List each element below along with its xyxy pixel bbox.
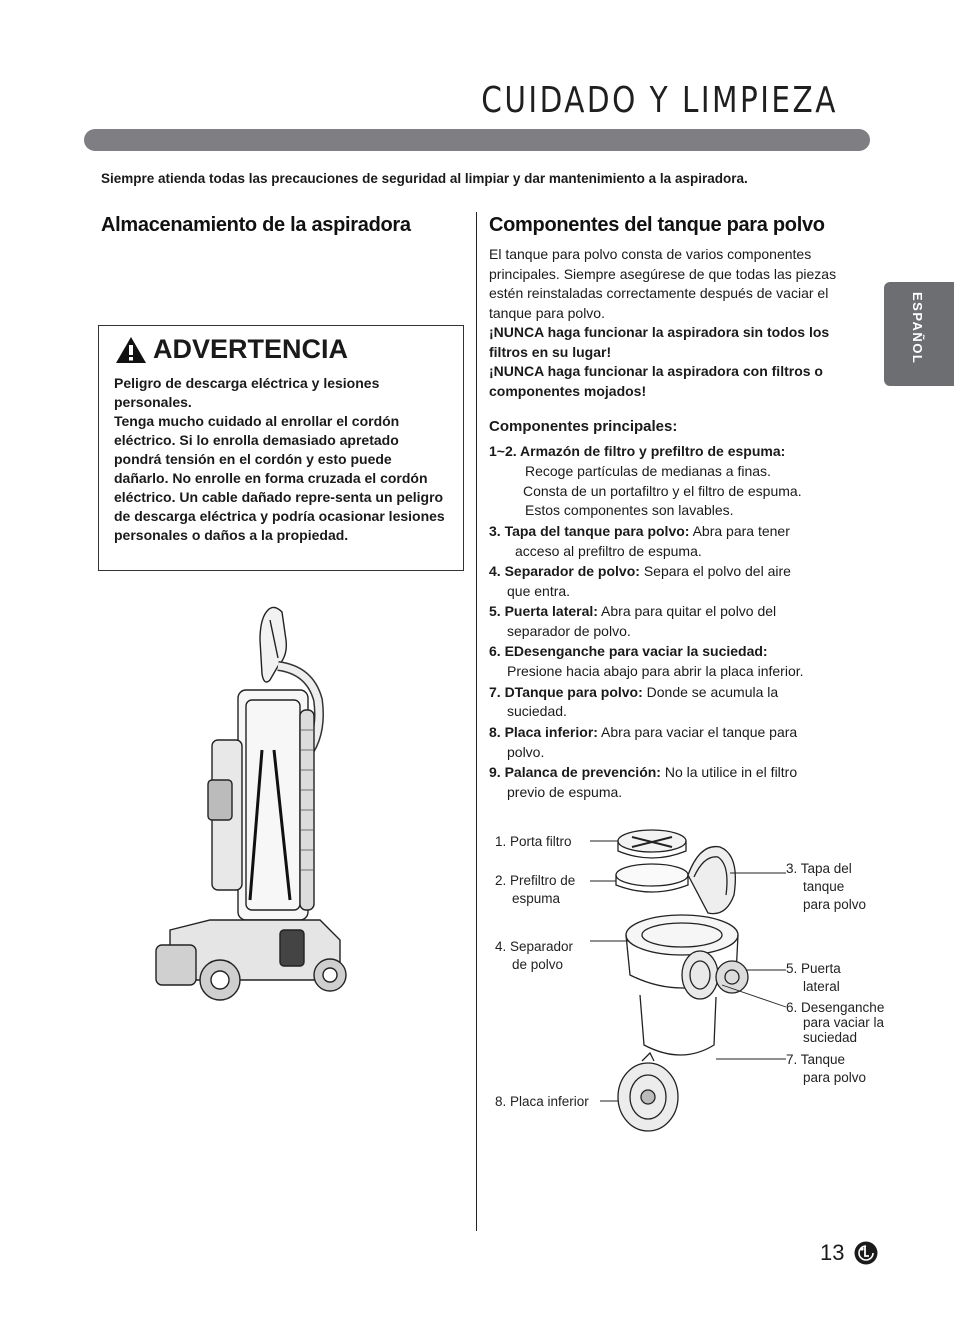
list-item: [489, 442, 869, 521]
warning-line: Peligro de descarga eléctrica y lesiones personales.: [114, 375, 380, 410]
list-item: [489, 562, 869, 602]
page-number: 13: [820, 1240, 845, 1265]
component-label: 4. Separador de polvo:: [489, 562, 640, 579]
list-item: [489, 683, 869, 723]
lg-logo-icon: [854, 1241, 878, 1265]
component-label: 9. Palanca de prevención:: [489, 763, 661, 780]
diagram-label: 7. Tanque: [786, 1052, 846, 1067]
warning-wet: ¡NUNCA haga funcionar la aspiradora con filtros o componentes mojados!: [489, 363, 823, 399]
component-text: Abra para tener: [689, 522, 790, 539]
component-cont: Estos componentes son lavables.: [525, 502, 734, 519]
component-cont: suciedad.: [507, 703, 567, 720]
component-cont: Presione hacia abajo para abrir la placa inferior.: [507, 663, 804, 680]
diagram-label: para vaciar la: [803, 1015, 885, 1030]
list-item: [489, 642, 869, 682]
warning-line: Tenga mucho cuidado al enrollar el cordón eléctrico. Si lo enrolla demasiado apretado pondrá tensión en el cordón y esto puede dañarlo. No enrolle en forma cruzada el cordón eléctrico. Un cable dañado repre-senta un peligro de descarga eléctrica y podría ocasionar lesiones personales o daños a la propiedad.: [114, 413, 445, 543]
component-cont: Consta de un portafiltro y el filtro de espuma.: [523, 482, 802, 499]
language-tab: [884, 282, 954, 386]
column-divider: [476, 212, 477, 1231]
diagram-label: 8. Placa inferior: [495, 1094, 589, 1109]
diagram-label: para polvo: [803, 897, 867, 912]
dust-tank-heading: Componentes del tanque para polvo: [489, 214, 825, 236]
language-tab-label: ESPAÑOL: [910, 292, 925, 365]
diagram-label: 2. Prefiltro de: [495, 873, 576, 888]
diagram-label: tanque: [803, 879, 845, 894]
storage-heading: Almacenamiento de la aspiradora: [101, 214, 411, 236]
vacuum-illustration: [150, 600, 350, 1010]
intro-text: Siempre atienda todas las precauciones de seguridad al limpiar y dar mantenimiento a la aspiradora.: [101, 171, 748, 186]
warning-text: [114, 374, 450, 545]
list-item: [489, 763, 869, 803]
diagram-label: lateral: [803, 979, 840, 994]
warning-box: [98, 325, 464, 571]
list-item: [489, 522, 869, 562]
diagram-label: para polvo: [803, 1070, 867, 1085]
title-bar: [84, 129, 870, 151]
component-cont: Recoge partículas de medianas a finas.: [525, 462, 771, 479]
component-label: 1~2. Armazón de filtro y prefiltro de espuma:: [489, 443, 786, 459]
diagram-label: suciedad: [803, 1030, 858, 1045]
warning-triangle-icon: [115, 336, 147, 364]
dust-tank-diagram: [590, 825, 790, 1135]
component-label: 7. DTanque para polvo:: [489, 683, 643, 700]
lg-logo-text: LG: [866, 1266, 868, 1267]
components-list: [489, 442, 869, 803]
diagram-label: 6. Desenganche: [786, 1000, 885, 1015]
component-text: Abra para vaciar el tanque para: [597, 723, 798, 740]
diagram-label: de polvo: [512, 957, 564, 972]
diagram-label: 3. Tapa del: [786, 861, 852, 876]
component-cont: separador de polvo.: [507, 622, 631, 639]
warning-title-text: ADVERTENCIA: [153, 334, 349, 364]
component-label: 5. Puerta lateral:: [489, 603, 598, 620]
component-text: No la utilice in el filtro: [660, 763, 798, 780]
diagram-label: espuma: [512, 891, 561, 906]
diagram-label: 4. Separador: [495, 939, 574, 954]
component-cont: que entra.: [507, 582, 571, 599]
component-label: 8. Placa inferior:: [489, 723, 598, 740]
diagram-label: 5. Puerta: [786, 961, 841, 976]
component-label: 3. Tapa del tanque para polvo:: [489, 522, 690, 539]
page-title: CUIDADO Y LIMPIEZA: [481, 80, 838, 121]
component-cont: previo de espuma.: [507, 783, 623, 800]
components-heading: Componentes principales:: [489, 418, 678, 435]
diagram-label: 1. Porta filtro: [495, 834, 572, 849]
component-cont: polvo.: [507, 743, 545, 760]
component-cont: acceso al prefiltro de espuma.: [515, 542, 702, 559]
dust-tank-description: [489, 245, 859, 401]
description-text: El tanque para polvo consta de varios componentes principales. Siempre asegúrese de que todas las piezas estén reinstaladas correctamente después de vaciar el tanque para polvo.: [489, 246, 837, 321]
warning-filters: ¡NUNCA haga funcionar la aspiradora sin todos los filtros en su lugar!: [489, 324, 830, 360]
component-text: Separa el polvo del aire: [639, 562, 791, 579]
component-label: 6. EDesenganche para vaciar la suciedad:: [489, 643, 768, 660]
list-item: [489, 723, 869, 763]
component-text: Abra para quitar el polvo del: [597, 603, 777, 620]
warning-title: [115, 334, 348, 365]
component-text: Donde se acumula la: [642, 683, 779, 700]
list-item: [489, 602, 869, 642]
